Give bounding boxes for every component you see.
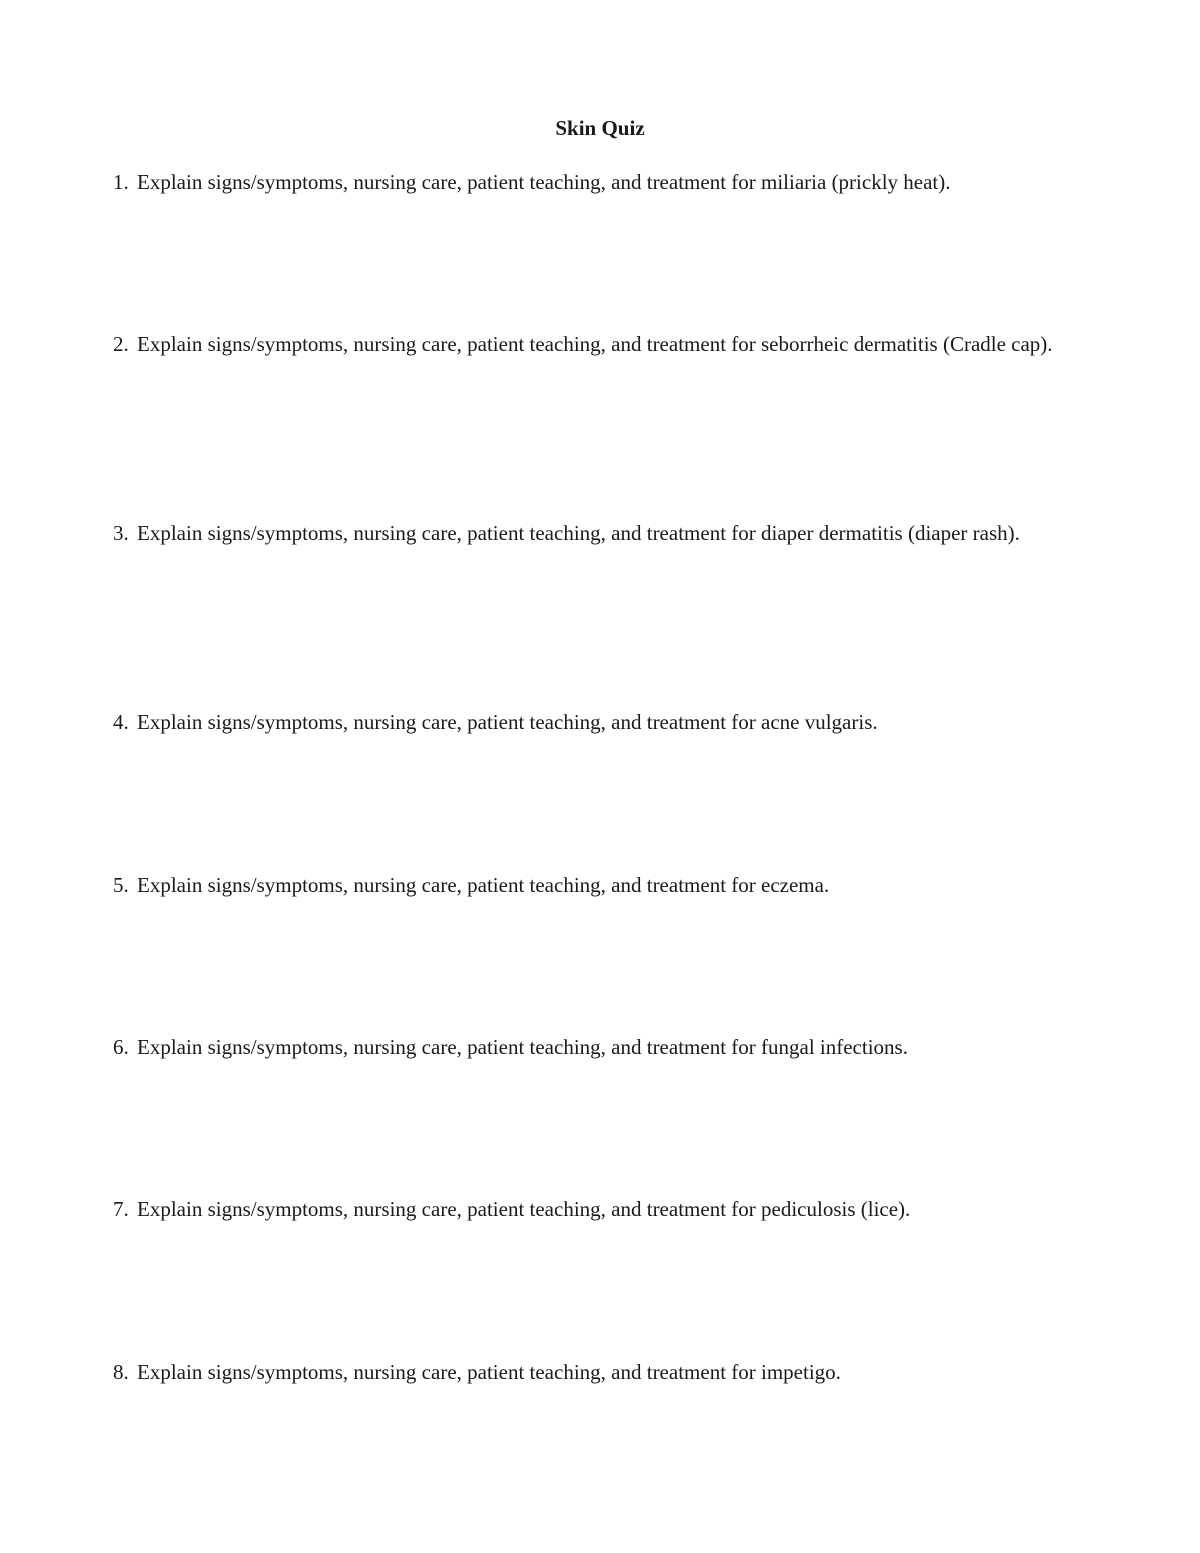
question-number: 5. bbox=[113, 873, 129, 897]
question-text: Explain signs/symptoms, nursing care, patient teaching, and treatment for miliaria (prickly heat). bbox=[137, 170, 951, 194]
question-text: Explain signs/symptoms, nursing care, patient teaching, and treatment for seborrheic dermatitis (Cradle cap). bbox=[137, 332, 1053, 356]
question-number: 2. bbox=[113, 332, 129, 356]
question-text: Explain signs/symptoms, nursing care, patient teaching, and treatment for diaper dermatitis (diaper rash). bbox=[137, 521, 1020, 545]
question-number: 4. bbox=[113, 710, 129, 734]
question-number: 1. bbox=[113, 170, 129, 194]
question-item-5 bbox=[113, 872, 1103, 899]
question-number: 8. bbox=[113, 1360, 129, 1384]
question-number: 3. bbox=[113, 521, 129, 545]
question-number: 6. bbox=[113, 1035, 129, 1059]
question-item-8 bbox=[113, 1359, 1103, 1386]
question-text: Explain signs/symptoms, nursing care, patient teaching, and treatment for eczema. bbox=[137, 873, 830, 897]
question-text: Explain signs/symptoms, nursing care, patient teaching, and treatment for fungal infections. bbox=[137, 1035, 908, 1059]
question-text: Explain signs/symptoms, nursing care, patient teaching, and treatment for impetigo. bbox=[137, 1360, 841, 1384]
question-number: 7. bbox=[113, 1197, 129, 1221]
page-title: Skin Quiz bbox=[555, 116, 645, 140]
question-item-1 bbox=[113, 169, 1103, 196]
question-text: Explain signs/symptoms, nursing care, patient teaching, and treatment for acne vulgaris. bbox=[137, 710, 878, 734]
question-item-4 bbox=[113, 709, 1103, 736]
question-item-7 bbox=[113, 1196, 1103, 1223]
question-item-3 bbox=[113, 520, 1103, 547]
question-item-6 bbox=[113, 1034, 1103, 1061]
question-text: Explain signs/symptoms, nursing care, patient teaching, and treatment for pediculosis (lice). bbox=[137, 1197, 911, 1221]
question-item-2 bbox=[113, 331, 1103, 358]
